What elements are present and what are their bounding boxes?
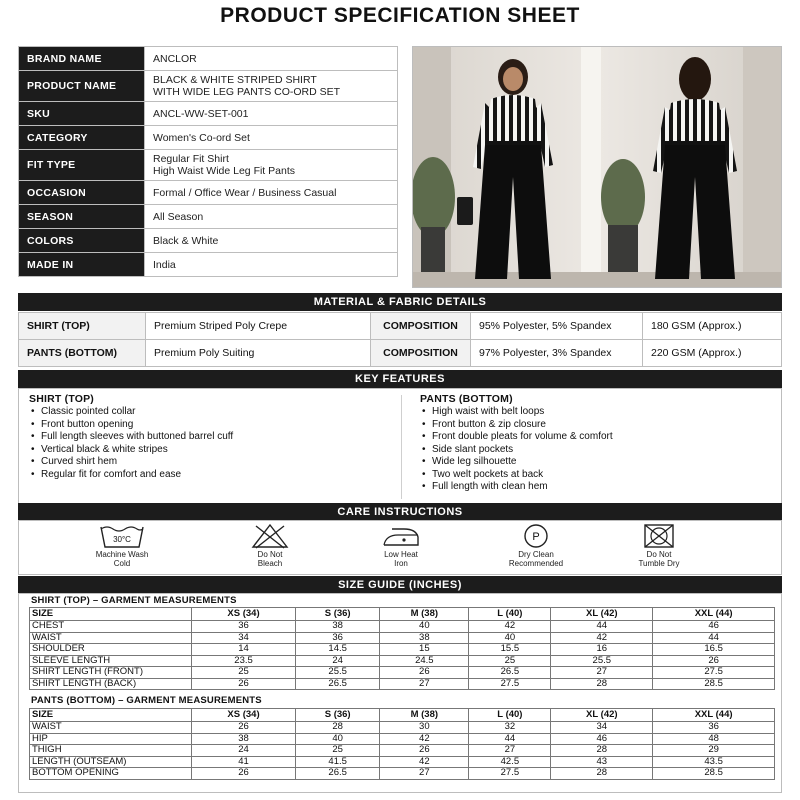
size-cell: 29 <box>653 745 775 757</box>
feature-item: • Front double pleats for volume & comfort <box>420 431 613 444</box>
size-cell: 27 <box>469 745 551 757</box>
size-cell: 23.5 <box>192 655 296 667</box>
feature-item: • Side slant pockets <box>420 444 613 457</box>
spec-label: CATEGORY <box>19 126 145 150</box>
size-cell: L (40) <box>469 608 551 621</box>
size-cell: 27.5 <box>469 768 551 780</box>
measurement-label: SHIRT LENGTH (FRONT) <box>30 667 192 679</box>
size-cell: XL (42) <box>551 709 653 722</box>
size-cell: 28.5 <box>653 768 775 780</box>
size-cell: 40 <box>296 733 380 745</box>
size-cell: 46 <box>551 733 653 745</box>
size-row <box>30 667 775 679</box>
feature-item: • High waist with belt loops <box>420 406 613 419</box>
care-label: Dry Clean Recommended <box>508 550 564 568</box>
size-cell: 42 <box>380 756 469 768</box>
shirt-features-title: SHIRT (TOP) <box>29 393 95 405</box>
size-cell: 14.5 <box>296 644 380 656</box>
material-header: MATERIAL & FABRIC DETAILS <box>18 293 782 311</box>
wash-temp: 30°C <box>113 535 131 544</box>
dry-clean-icon <box>521 523 551 549</box>
size-cell: 36 <box>296 632 380 644</box>
size-row <box>30 722 775 734</box>
size-cell: 38 <box>296 621 380 633</box>
size-cell: XS (34) <box>192 608 296 621</box>
spec-label: SEASON <box>19 205 145 229</box>
composition-label: COMPOSITION <box>371 313 471 340</box>
size-cell: 36 <box>653 722 775 734</box>
spec-row <box>19 205 398 229</box>
spec-label: MADE IN <box>19 253 145 277</box>
size-cell: 38 <box>380 632 469 644</box>
size-cell: XS (34) <box>192 709 296 722</box>
size-cell: 27 <box>551 667 653 679</box>
spec-table <box>18 46 398 277</box>
material-part: PANTS (BOTTOM) <box>19 340 146 367</box>
material-composition: 97% Polyester, 3% Spandex <box>471 340 643 367</box>
feature-item: • Full length with clean hem <box>420 481 613 494</box>
measurement-label: SIZE <box>30 709 192 722</box>
spec-label: SKU <box>19 102 145 126</box>
spec-row <box>19 229 398 253</box>
size-cell: L (40) <box>469 709 551 722</box>
care-tumble <box>611 523 707 568</box>
material-row <box>19 340 782 367</box>
care-label: Do Not Bleach <box>257 550 283 568</box>
size-row <box>30 644 775 656</box>
feature-item: • Wide leg silhouette <box>420 456 613 469</box>
size-cell: 43.5 <box>653 756 775 768</box>
feature-item: • Front button & zip closure <box>420 419 613 432</box>
size-cell: 28 <box>551 745 653 757</box>
measurement-label: WAIST <box>30 722 192 734</box>
size-row <box>30 621 775 633</box>
features-divider <box>401 395 402 499</box>
composition-label: COMPOSITION <box>371 340 471 367</box>
measurement-label: SHOULDER <box>30 644 192 656</box>
size-header-row <box>30 709 775 722</box>
size-cell: 24 <box>192 745 296 757</box>
shirt-features <box>29 393 233 481</box>
size-cell: 26.5 <box>296 768 380 780</box>
spec-row <box>19 126 398 150</box>
care-label: Do Not Tumble Dry <box>638 550 680 568</box>
page-title: PRODUCT SPECIFICATION SHEET <box>220 4 580 27</box>
spec-value: BLACK & WHITE STRIPED SHIRT WITH WIDE LEG PANTS CO-ORD SET <box>145 71 398 102</box>
spec-label: COLORS <box>19 229 145 253</box>
size-cell: 14 <box>192 644 296 656</box>
size-cell: 34 <box>192 632 296 644</box>
size-cell: 26 <box>380 745 469 757</box>
care-iron <box>353 523 449 568</box>
spec-row <box>19 253 398 277</box>
size-cell: 44 <box>653 632 775 644</box>
size-cell: 36 <box>192 621 296 633</box>
size-cell: 24.5 <box>380 655 469 667</box>
material-table <box>18 312 782 367</box>
size-cell: 25 <box>469 655 551 667</box>
size-cell: 30 <box>380 722 469 734</box>
size-cell: 28 <box>296 722 380 734</box>
material-fabric: Premium Poly Suiting <box>146 340 371 367</box>
product-illustration <box>413 47 782 288</box>
spec-value: All Season <box>145 205 398 229</box>
spec-value: India <box>145 253 398 277</box>
measurement-label: BOTTOM OPENING <box>30 768 192 780</box>
size-guide-panel <box>18 593 782 793</box>
size-row <box>30 733 775 745</box>
size-cell: 40 <box>469 632 551 644</box>
size-cell: 26 <box>192 768 296 780</box>
care-header: CARE INSTRUCTIONS <box>18 503 782 521</box>
size-cell: S (36) <box>296 709 380 722</box>
size-cell: 42.5 <box>469 756 551 768</box>
size-cell: 15.5 <box>469 644 551 656</box>
size-cell: 38 <box>192 733 296 745</box>
size-cell: 27.5 <box>469 678 551 690</box>
size-cell: 16 <box>551 644 653 656</box>
spec-row <box>19 47 398 71</box>
size-cell: 24 <box>296 655 380 667</box>
care-dryclean <box>488 523 584 568</box>
size-cell: 15 <box>380 644 469 656</box>
care-panel <box>18 520 782 575</box>
measurement-label: SLEEVE LENGTH <box>30 655 192 667</box>
size-row <box>30 678 775 690</box>
measurement-label: HIP <box>30 733 192 745</box>
spec-value: Regular Fit Shirt High Waist Wide Leg Fit Pants <box>145 150 398 181</box>
spec-value: Formal / Office Wear / Business Casual <box>145 181 398 205</box>
size-cell: 46 <box>653 621 775 633</box>
dry-clean-symbol: P <box>532 531 540 543</box>
no-bleach-icon <box>250 523 290 549</box>
size-cell: 25 <box>192 667 296 679</box>
spec-value: Women's Co-ord Set <box>145 126 398 150</box>
size-row <box>30 655 775 667</box>
spec-row <box>19 102 398 126</box>
size-cell: 27.5 <box>653 667 775 679</box>
feature-item: • Full length sleeves with buttoned barrel cuff <box>29 431 233 444</box>
pants-size-table <box>29 708 775 780</box>
feature-item: • Front button opening <box>29 419 233 432</box>
care-wash <box>74 523 170 568</box>
size-row <box>30 632 775 644</box>
feature-item: • Vertical black & white stripes <box>29 444 233 457</box>
features-panel <box>18 388 782 504</box>
size-cell: 42 <box>469 621 551 633</box>
size-row <box>30 756 775 768</box>
size-cell: 25.5 <box>296 667 380 679</box>
feature-item: • Curved shirt hem <box>29 456 233 469</box>
shirt-size-table <box>29 607 775 690</box>
size-cell: 48 <box>653 733 775 745</box>
size-cell: XXL (44) <box>653 608 775 621</box>
care-label: Low Heat Iron <box>384 550 418 568</box>
size-cell: 26.5 <box>296 678 380 690</box>
size-cell: 26 <box>192 678 296 690</box>
size-cell: 44 <box>469 733 551 745</box>
features-header: KEY FEATURES <box>18 370 782 388</box>
spec-row <box>19 71 398 102</box>
size-cell: 28 <box>551 678 653 690</box>
size-cell: 27 <box>380 678 469 690</box>
pants-size-title: PANTS (BOTTOM) – GARMENT MEASUREMENTS <box>31 695 262 706</box>
spec-value: ANCL-WW-SET-001 <box>145 102 398 126</box>
spec-row <box>19 150 398 181</box>
spec-value: ANCLOR <box>145 47 398 71</box>
size-cell: 32 <box>469 722 551 734</box>
size-header-row <box>30 608 775 621</box>
size-row <box>30 745 775 757</box>
spec-row <box>19 181 398 205</box>
measurement-label: CHEST <box>30 621 192 633</box>
measurement-label: SIZE <box>30 608 192 621</box>
material-fabric: Premium Striped Poly Crepe <box>146 313 371 340</box>
measurement-label: WAIST <box>30 632 192 644</box>
material-composition: 95% Polyester, 5% Spandex <box>471 313 643 340</box>
size-cell: 44 <box>551 621 653 633</box>
spec-value: Black & White <box>145 229 398 253</box>
measurement-label: THIGH <box>30 745 192 757</box>
size-guide-header: SIZE GUIDE (INCHES) <box>18 576 782 594</box>
size-cell: M (38) <box>380 709 469 722</box>
spec-label: BRAND NAME <box>19 47 145 71</box>
care-label: Machine Wash Cold <box>95 550 149 568</box>
size-cell: 26.5 <box>469 667 551 679</box>
size-cell: 26 <box>192 722 296 734</box>
size-cell: 27 <box>380 768 469 780</box>
size-cell: 16.5 <box>653 644 775 656</box>
no-tumble-dry-icon <box>642 523 676 549</box>
spec-label: OCCASION <box>19 181 145 205</box>
size-cell: 26 <box>653 655 775 667</box>
spec-label: PRODUCT NAME <box>19 71 145 102</box>
size-cell: 41 <box>192 756 296 768</box>
measurement-label: SHIRT LENGTH (BACK) <box>30 678 192 690</box>
iron-low-icon <box>378 523 424 549</box>
size-cell: XXL (44) <box>653 709 775 722</box>
material-part: SHIRT (TOP) <box>19 313 146 340</box>
size-cell: M (38) <box>380 608 469 621</box>
size-cell: 26 <box>380 667 469 679</box>
measurement-label: LENGTH (OUTSEAM) <box>30 756 192 768</box>
feature-item: • Regular fit for comfort and ease <box>29 469 233 482</box>
size-cell: 34 <box>551 722 653 734</box>
size-cell: 25.5 <box>551 655 653 667</box>
size-cell: 25 <box>296 745 380 757</box>
size-cell: 42 <box>551 632 653 644</box>
size-cell: 41.5 <box>296 756 380 768</box>
material-gsm: 220 GSM (Approx.) <box>643 340 782 367</box>
size-cell: XL (42) <box>551 608 653 621</box>
product-photo <box>412 46 782 288</box>
spec-label: FIT TYPE <box>19 150 145 181</box>
pants-features <box>420 393 613 494</box>
size-row <box>30 768 775 780</box>
material-gsm: 180 GSM (Approx.) <box>643 313 782 340</box>
size-cell: 40 <box>380 621 469 633</box>
size-cell: S (36) <box>296 608 380 621</box>
size-cell: 28.5 <box>653 678 775 690</box>
feature-item: • Classic pointed collar <box>29 406 233 419</box>
care-bleach <box>222 523 318 568</box>
size-cell: 43 <box>551 756 653 768</box>
feature-item: • Two welt pockets at back <box>420 469 613 482</box>
pants-features-title: PANTS (BOTTOM) <box>420 393 513 405</box>
material-row <box>19 313 782 340</box>
shirt-size-title: SHIRT (TOP) – GARMENT MEASUREMENTS <box>31 595 237 606</box>
size-cell: 28 <box>551 768 653 780</box>
size-cell: 42 <box>380 733 469 745</box>
wash-tub-icon <box>97 523 147 549</box>
